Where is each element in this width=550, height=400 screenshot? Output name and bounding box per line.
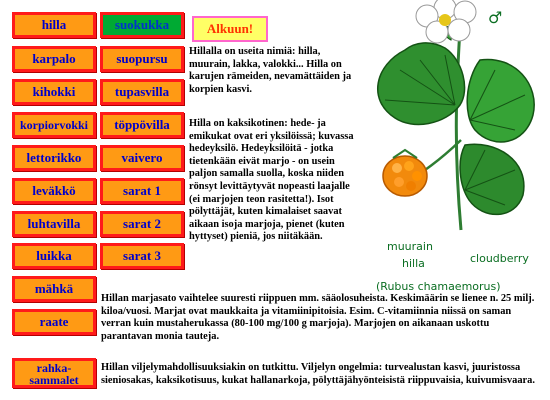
nav-button-sarat-2[interactable]: sarat 2: [100, 211, 184, 237]
nav-button-raate[interactable]: raate: [12, 309, 96, 335]
nav-button-hilla[interactable]: hilla: [12, 12, 96, 38]
nav-button-vaivero[interactable]: vaivero: [100, 145, 184, 171]
harvest-paragraph: Hillan marjasato vaihtelee suuresti riippuen mm. sääolosuheista. Keskimäärin se lienee n. 25 milj. kiloa/vuosi. Marjat ovat maukkaita ja vitamiinipitoisia. Esim. C-vitamiinnia niissä on saman verran kuin mustaherukassa (80-100 mg/100 g marjoja). Marjojen on aikanaan uskottu parantavan monia tauteja.: [101, 293, 535, 342]
nav-button-karpalo[interactable]: karpalo: [12, 46, 96, 72]
label-muurain: muurain: [387, 240, 433, 253]
dioecy-paragraph: Hilla on kaksikotinen: hede- ja emikukat ovat eri yksilöissä; kuvassa hedeyksilö. Hedeyksilöitä - jotka tietenkään eivät marjo - on usein paljon samalla suolla, koska niiden rönsyt levittäytyvät nopeasti laajalle (ei marjojen teon rasitetta!). Isot pölyttäjät, kuten kimalaiset saavat aikaan isoja marjoja, pienet (kuten hyttyset) pieniä, jos niitäkään.: [189, 118, 354, 243]
nav-button-tupasvilla[interactable]: tupasvilla: [100, 79, 184, 105]
flower-icon: [416, 0, 476, 43]
nav-button-toppovilla[interactable]: töppövilla: [100, 112, 184, 138]
label-hilla: hilla: [402, 257, 425, 270]
cultivation-paragraph: Hillan viljelymahdollisuuksiakin on tutkittu. Viljelyn ongelmia: turvealustan kasvi, juuristossa sieniosakas, kaksikotisuus, kukat hallanarkoja, pölyttäjähyönteisistä riippuvaisia, kuivumisvaara.: [101, 362, 535, 386]
nav-button-luikka[interactable]: luikka: [12, 243, 96, 269]
cloudberry-illustration: [365, 0, 545, 240]
nav-button-lettorikko[interactable]: lettorikko: [12, 145, 96, 171]
nav-button-sarat-3[interactable]: sarat 3: [100, 243, 184, 269]
nav-button-levakko[interactable]: leväkkö: [12, 178, 96, 204]
nav-button-korpiorvokki[interactable]: korpiorvokki: [12, 112, 96, 138]
nav-button-luhtavilla[interactable]: luhtavilla: [12, 211, 96, 237]
nav-button-kihokki[interactable]: kihokki: [12, 79, 96, 105]
berry-icon: [383, 150, 427, 196]
nav-button-suokukka[interactable]: suokukka: [100, 12, 184, 38]
label-cloudberry: cloudberry: [470, 252, 529, 265]
label-latin-name: (Rubus chamaemorus): [376, 280, 501, 293]
nav-button-sarat-1[interactable]: sarat 1: [100, 178, 184, 204]
nav-button-suopursu[interactable]: suopursu: [100, 46, 184, 72]
male-symbol: ♂: [488, 8, 503, 27]
intro-paragraph: Hillalla on useita nimiä: hilla, muurain, lakka, valokki... Hilla on karujen rämeiden, nevamättäiden ja korpien kasvi.: [189, 46, 352, 95]
nav-button-mahka[interactable]: mähkä: [12, 276, 96, 302]
nav-button-rahkasammalet[interactable]: rahka-sammalet: [12, 358, 96, 388]
alkuun-button[interactable]: Alkuun!: [192, 16, 268, 42]
